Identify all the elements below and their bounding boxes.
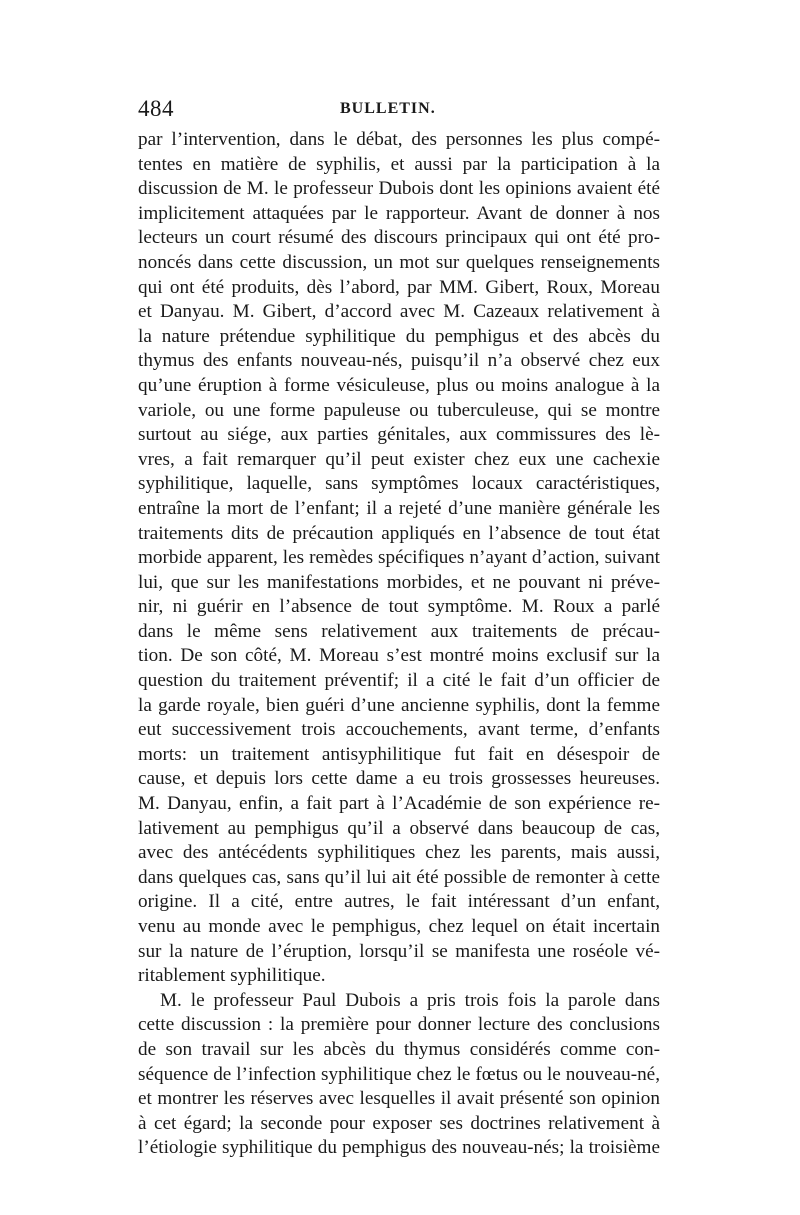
page-number: 484 (138, 96, 174, 121)
body-text (138, 128, 660, 1161)
text-line: dans quelques cas, sans qu’il lui ait été possible de remonter à cette (138, 866, 660, 888)
running-head (138, 96, 660, 124)
text-line: discussion de M. le professeur Dubois dont les opinions avaient été (138, 178, 660, 200)
text-line: venu au monde avec le pemphigus, chez lequel on était incertain (138, 916, 660, 937)
text-line: lativement au pemphigus qu’il a observé dans beaucoup de cas, (138, 817, 660, 839)
text-line: vres, a fait remarquer qu’il peut exister chez eux une cachexie (138, 448, 660, 470)
text-line: et montrer les réserves avec lesquelles il avait présenté son opinion (138, 1088, 660, 1110)
text-line: M. le professeur Paul Dubois a pris trois fois la parole dans (160, 989, 660, 1011)
text-line: à cet égard; la seconde pour exposer ses doctrines relativement à (138, 1112, 660, 1134)
text-line: sur la nature de l’éruption, lorsqu’il se manifesta une roséole vé- (138, 940, 660, 962)
text-line: et Danyau. M. Gibert, d’accord avec M. Cazeaux relativement à (138, 301, 660, 323)
paragraph (138, 989, 660, 1161)
text-line: traitements dits de précaution appliqués en l’absence de tout état (138, 522, 660, 544)
paragraph (138, 128, 660, 989)
text-line: morts: un traitement antisyphilitique fut fait en désespoir de (138, 743, 660, 765)
text-line: lecteurs un court résumé des discours principaux qui ont été pro- (138, 227, 660, 249)
text-line: séquence de l’infection syphilitique chez le fœtus ou le nouveau-né, (138, 1063, 660, 1085)
text-line: nir, ni guérir en l’absence de tout symptôme. M. Roux a parlé (138, 596, 660, 618)
text-line: origine. Il a cité, entre autres, le fait intéressant d’un enfant, (138, 891, 660, 913)
text-line: entraîne la mort de l’enfant; il a rejeté d’une manière générale les (138, 497, 660, 519)
text-line: la nature prétendue syphilitique du pemphigus et des abcès du (138, 325, 660, 347)
text-line: tentes en matière de syphilis, et aussi par la participation à la (138, 153, 660, 175)
running-title: BULLETIN. (340, 100, 436, 117)
text-line: qu’une éruption à forme vésiculeuse, plus ou moins analogue à la (138, 374, 660, 396)
text-line: de son travail sur les abcès du thymus considérés comme con- (138, 1038, 660, 1060)
text-line: cause, et depuis lors cette dame a eu trois grossesses heureuses. (138, 768, 660, 790)
text-line: variole, ou une forme papuleuse ou tuberculeuse, qui se montre (138, 399, 660, 421)
text-line: avec des antécédents syphilitiques chez les parents, mais aussi, (138, 842, 660, 864)
text-line: tion. De son côté, M. Moreau s’est montré moins exclusif sur la (138, 645, 660, 667)
text-line: par l’intervention, dans le débat, des personnes les plus compé- (138, 129, 660, 150)
text-line: thymus des enfants nouveau-nés, puisqu’il n’a observé chez eux (138, 350, 660, 372)
text-line: dans le même sens relativement aux traitements de précau- (138, 620, 660, 642)
text-line: l’étiologie syphilitique du pemphigus des nouveau-nés; la troisième (138, 1137, 660, 1159)
text-line: question du traitement préventif; il a cité le fait d’un officier de (138, 670, 660, 692)
text-line: implicitement attaquées par le rapporteur. Avant de donner à nos (138, 202, 660, 224)
text-line: lui, que sur les manifestations morbides, et ne pouvant ni préve- (138, 571, 660, 593)
text-line: M. Danyau, enfin, a fait part à l’Académie de son expérience re- (138, 793, 660, 815)
text-line: eut successivement trois accouchements, avant terme, d’enfants (138, 719, 660, 741)
text-line: la garde royale, bien guéri d’une ancienne syphilis, dont la femme (138, 694, 660, 716)
text-line: morbide apparent, les remèdes spécifiques n’ayant d’action, suivant (138, 547, 660, 569)
text-line: cette discussion : la première pour donner lecture des conclusions (138, 1014, 660, 1036)
text-line: syphilitique, laquelle, sans symptômes locaux caractéristiques, (138, 473, 660, 495)
text-line: surtout au siége, aux parties génitales, aux commissures des lè- (138, 424, 660, 446)
text-line: noncés dans cette discussion, un mot sur quelques renseignements (138, 251, 660, 273)
text-line: ritablement syphilitique. (138, 965, 326, 987)
text-line: qui ont été produits, dès l’abord, par MM. Gibert, Roux, Moreau (138, 276, 660, 298)
